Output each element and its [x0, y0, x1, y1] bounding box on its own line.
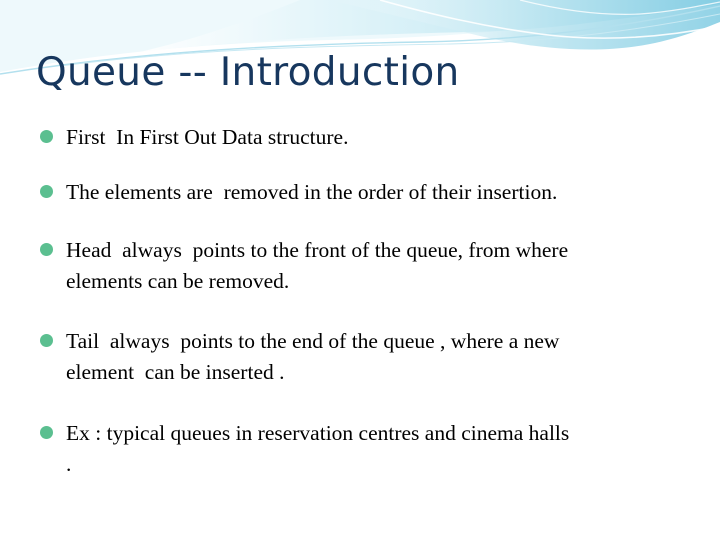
bullet-dot-icon: [40, 185, 53, 198]
bullet-text: The elements are removed in the order of their insertion.: [66, 180, 558, 204]
bullet-text: Tail always points to the end of the queue , where a new element can be inserted .: [66, 329, 560, 384]
bullet-text: First In First Out Data structure.: [66, 125, 349, 149]
bullet-dot-icon: [40, 243, 53, 256]
bullet-dot-icon: [40, 334, 53, 347]
bullet-dot-icon: [40, 130, 53, 143]
bullet-text: Head always points to the front of the queue, from where elements can be removed.: [66, 238, 569, 293]
bullet-text: Ex : typical queues in reservation centres and cinema halls .: [66, 421, 570, 476]
bullet-dot-icon: [40, 426, 53, 439]
slide-title: Queue -- Introduction: [36, 50, 460, 95]
